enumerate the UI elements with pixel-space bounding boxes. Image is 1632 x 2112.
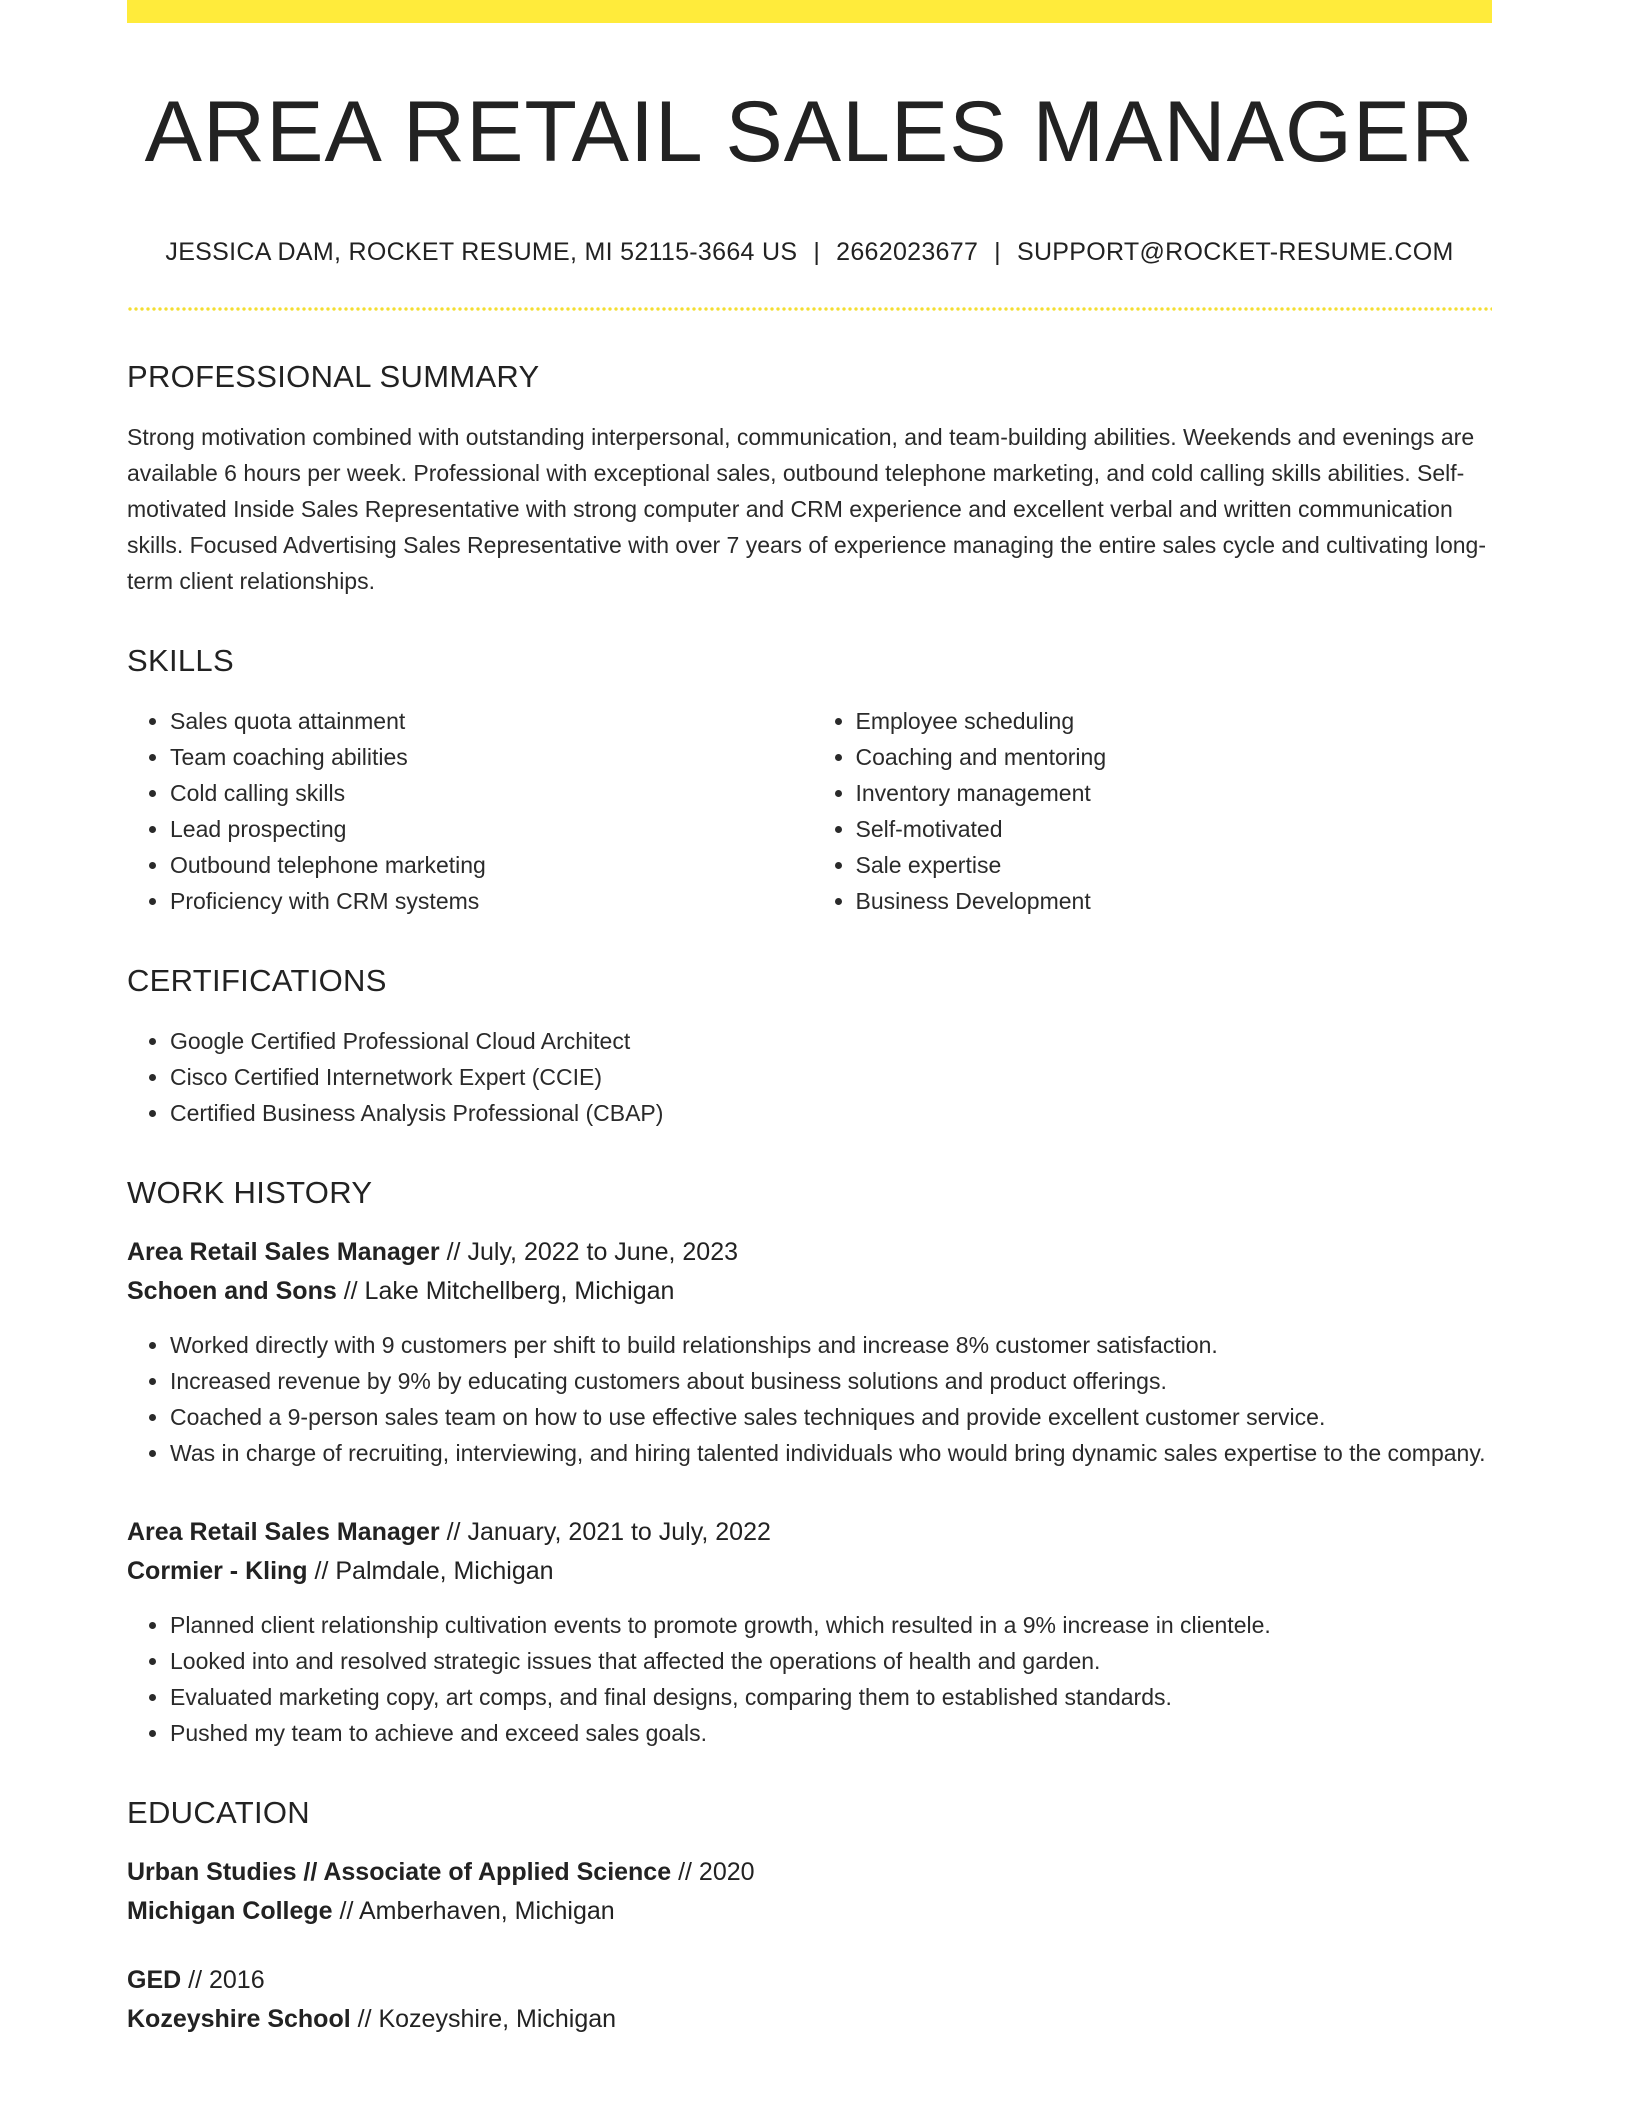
certifications-heading: CERTIFICATIONS <box>127 962 387 998</box>
education-school-line <box>127 2000 1492 2039</box>
education-school: Michigan College <box>127 1896 333 1925</box>
job-company: Cormier - Kling <box>127 1556 308 1585</box>
dotted-divider <box>127 307 1492 311</box>
job-bullets <box>127 1607 1492 1751</box>
list-item: • Was in charge of recruiting, interviewing, and hiring talented individuals who would bring dynamic sales expertise to the company. <box>170 1435 1492 1471</box>
skills-heading: SKILLS <box>127 642 234 678</box>
job-location: // Palmdale, Michigan <box>314 1556 554 1585</box>
top-accent-bar <box>127 0 1492 23</box>
education-year: // 2016 <box>188 1965 265 1994</box>
contact-separator: | <box>813 237 821 266</box>
job-bullets <box>127 1327 1492 1471</box>
contact-separator: | <box>994 237 1001 266</box>
education-location: // Kozeyshire, Michigan <box>357 2004 617 2033</box>
contact-phone: 2662023677 <box>836 237 979 266</box>
list-item: • Cisco Certified Internetwork Expert (CCIE) <box>170 1059 1492 1095</box>
list-item: • Sale expertise <box>856 847 1493 883</box>
work-history-heading: WORK HISTORY <box>127 1174 373 1210</box>
education-degree: Urban Studies // Associate of Applied Science <box>127 1857 672 1886</box>
list-item: • Google Certified Professional Cloud Architect <box>170 1023 1492 1059</box>
list-item: • Sales quota attainment <box>170 703 810 739</box>
skills-list <box>127 703 1492 919</box>
list-item: • Team coaching abilities <box>170 739 810 775</box>
job-title-line <box>127 1513 1492 1552</box>
certifications-list <box>127 1023 1492 1131</box>
contact-email: SUPPORT@ROCKET-RESUME.COM <box>1016 237 1454 266</box>
resume-page <box>127 0 1492 2039</box>
list-item: • Cold calling skills <box>170 775 810 811</box>
list-item: • Pushed my team to achieve and exceed sales goals. <box>170 1715 1492 1751</box>
job-dates: // January, 2021 to July, 2022 <box>446 1517 771 1546</box>
education-school-line <box>127 1892 1492 1931</box>
list-item: • Increased revenue by 9% by educating customers about business solutions and product offerings. <box>170 1363 1492 1399</box>
list-item: • Worked directly with 9 customers per shift to build relationships and increase 8% customer satisfaction. <box>170 1327 1492 1363</box>
list-item: • Planned client relationship cultivation events to promote growth, which resulted in a 9% increase in clientele. <box>170 1607 1492 1643</box>
education-heading: EDUCATION <box>127 1794 310 1830</box>
education-degree: GED <box>127 1965 182 1994</box>
resume-title: AREA RETAIL SALES MANAGER <box>144 84 1475 180</box>
education-degree-line <box>127 1961 1492 2000</box>
skills-column-right <box>810 703 1493 919</box>
job-dates: // July, 2022 to June, 2023 <box>446 1237 739 1266</box>
list-item: • Lead prospecting <box>170 811 810 847</box>
job-company: Schoen and Sons <box>127 1276 337 1305</box>
contact-line <box>127 238 1492 267</box>
job-title: Area Retail Sales Manager <box>127 1517 440 1546</box>
education-location: // Amberhaven, Michigan <box>339 1896 615 1925</box>
list-item: • Coaching and mentoring <box>856 739 1493 775</box>
job-company-line <box>127 1272 1492 1311</box>
job-title: Area Retail Sales Manager <box>127 1237 440 1266</box>
job-location: // Lake Mitchellberg, Michigan <box>343 1276 675 1305</box>
skills-column-left <box>127 703 810 919</box>
education-school: Kozeyshire School <box>127 2004 351 2033</box>
list-item: • Self-motivated <box>856 811 1493 847</box>
list-item: • Evaluated marketing copy, art comps, and final designs, comparing them to established standards. <box>170 1679 1492 1715</box>
list-item: • Inventory management <box>856 775 1493 811</box>
summary-heading: PROFESSIONAL SUMMARY <box>127 358 540 394</box>
job-company-line <box>127 1552 1492 1591</box>
list-item: • Certified Business Analysis Professional (CBAP) <box>170 1095 1492 1131</box>
list-item: • Employee scheduling <box>856 703 1493 739</box>
education-year: // 2020 <box>678 1857 755 1886</box>
list-item: • Proficiency with CRM systems <box>170 883 810 919</box>
education-degree-line <box>127 1853 1492 1892</box>
list-item: • Coached a 9-person sales team on how to use effective sales techniques and provide excellent customer service. <box>170 1399 1492 1435</box>
list-item: • Looked into and resolved strategic issues that affected the operations of health and garden. <box>170 1643 1492 1679</box>
job-title-line <box>127 1233 1492 1272</box>
list-item: • Outbound telephone marketing <box>170 847 810 883</box>
work-history <box>127 1233 1492 1751</box>
education-list <box>127 1853 1492 2039</box>
list-item: • Business Development <box>856 883 1493 919</box>
contact-address: JESSICA DAM, ROCKET RESUME, MI 52115-3664 US <box>165 237 798 266</box>
summary-text: Strong motivation combined with outstanding interpersonal, communication, and team-building abilities. Weekends and evenings are available 6 hours per week. Professional with exceptional sales, outbound telephone marketing, and cold calling skills abilities. Self-motivated Inside Sales Representative with strong computer and CRM experience and excellent verbal and written communication skills. Focused Advertising Sales Representative with over 7 years of experience managing the entire sales cycle and cultivating long-term client relationships. <box>127 423 1486 594</box>
